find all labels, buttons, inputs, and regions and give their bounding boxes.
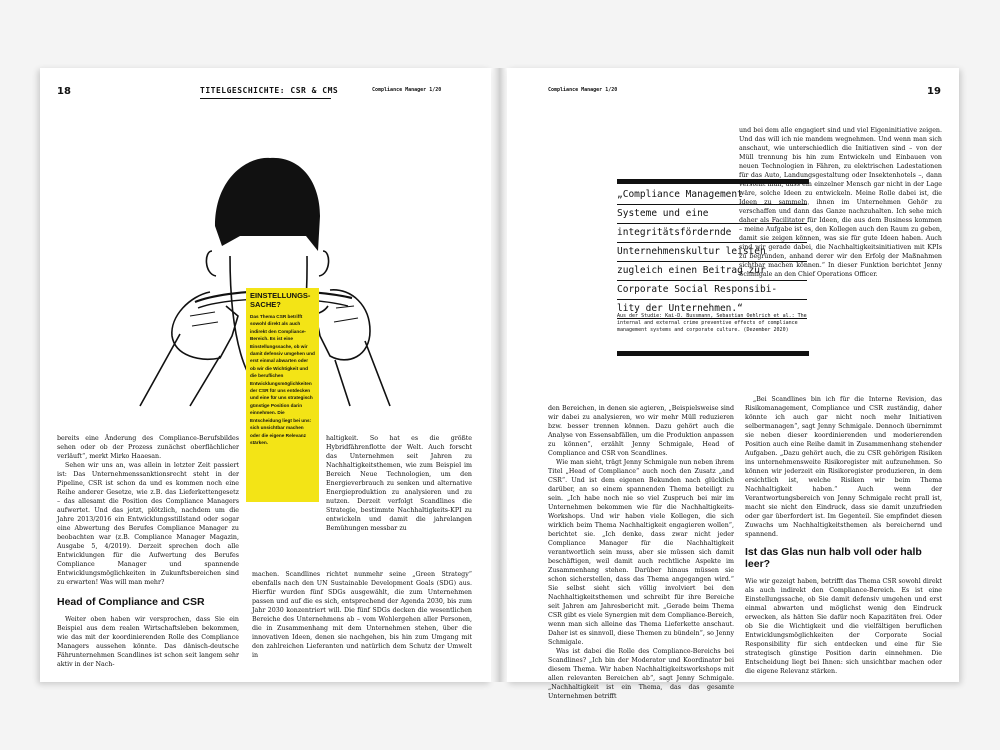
quote-source: Aus der Studie: Kai-D. Bussmann, Sebastian Oehlrich et al.: The internal and external crime preventive effects of compliance management systems and corporate culture. (Dezember 2020)	[617, 313, 807, 333]
right-column-2	[745, 395, 942, 679]
sidebar-box	[246, 288, 319, 502]
magazine-tag-right: Compliance Manager 1/20	[548, 87, 618, 93]
left-column-3	[252, 570, 472, 678]
paragraph: Sehen wir uns an, was allein in letzter Zeit passiert ist: Das Unternehmenssanktionsrecht steht in der Pipeline, CSR ist schon da und es kommen noch eine Reihe anderer Gesetze, wie z.B. das Lieferkettengesetz – das allesamt die Position des Compliance Managers aufwertet. Und das jetzt, plötzlich, nachdem um die Jahre 2013/2016 ein Entwicklungsstillstand oder sogar eine Abwertung des Berufes Compliance Manager zu beobachten war (z.B. Compliance Manager Magazin, Ausgabe 5, 4/2019). Derzeit sprechen doch alle Entwicklungen für die Aufwertung des Berufes Compliance Manager und spannende Entwicklungsmöglichkeiten in Zukunftsbereichen sind zu erwarten! Was will man mehr?	[57, 462, 239, 586]
paragraph: Was ist dabei die Rolle des Compliance-Bereichs bei Scandlines? „Ich bin der Moderator und Koordinator bei diesem Thema. Wir haben Nachhaltigkeitsworkshops mit allen relevanten Bereichen ab“, sagt Jenny Schmigale. „Nachhaltigkeit ist ein Thema, das das gesamte Unternehmen betrifft	[548, 648, 734, 700]
left-column-2	[326, 434, 472, 570]
paragraph: Wie wir gezeigt haben, betrifft das Thema CSR sowohl direkt als auch indirekt den Compliance-Bereich. Es ist eine Einstellungssache, ob Sie damit defensiv umgehen und erst einmal abwarten und möglichst wenig den Eindruck erwecken, als hätten Sie dafür noch Kapazitäten frei. Oder ob Sie die Wichtigkeit und die vielfältigen beruflichen Entwicklungsmöglichkeiten der Corporate Social Responsibility für sich entdecken und eine für Sie strategisch günstige Position darin einnehmen. Die Entscheidung liegt bei Ihnen: sich unsichtbar machen oder die eigene Relevanz stärken.	[745, 578, 942, 675]
quote-line: Corporate Social Responsibi-	[617, 281, 807, 300]
right-page	[507, 68, 959, 700]
paragraph: machen. Scandlines richtet nunmehr seine „Green Strategy“ ebenfalls nach den UN Sustainable Development Goals (SDG) aus. Hierfür wurden fünf SDGs ausgewählt, die zum Unternehmen passen und auf die es sich, entsprechend der Agenda 2030, bis zum Jahr 2030 konzentriert will. Die fünf SDGs decken die wesentlichen Bereiche des Unternehmens ab – vom Wohlergehen aller Personen, die in Zusammenhang mit dem Unternehmen stehen, über die innovativen Ideen, denen sie nachgehen, bis hin zum Umgang mit den zahlreichen Lieferanten und natürlich dem Schutz der Umwelt in	[252, 571, 472, 659]
page-number-right: 19	[927, 86, 941, 97]
quote-line: integritätsfördernde	[617, 224, 807, 243]
paragraph: „Bei Scandlines bin ich für die Interne Revision, das Risikomanagement, Compliance und CSR zuständig, daher könnte ich auch gar nicht noch mehr Initiativen selbermanagen“, sagt Jenny Schmigale. Dennoch übernimmt sie neben dieser koordinierenden und moderierenden Position auch eine Reihe damit in Zusammenhang stehender Aufgaben. „Dazu gehört auch, die zu CSR gehörigen Risiken ins unternehmensweite Risikoregister mit aufzunehmen. So können wir jederzeit ein Risikoregister produzieren, in dem ersichtlich ist, welche Risiken wir beim Thema Nachhaltigkeit haben.“ Auch wenn der Verantwortungsbereich von Jenny Schmigale recht prall ist, macht sie nicht den Eindruck, dass sie damit unzufrieden oder gar überfordert ist. Im Gegenteil. Sie empfindet diesen Zuwachs um Nachhaltigkeitsthemen als bereichernd und spannend.	[745, 396, 942, 538]
paragraph: haltigkeit. So hat es die größte Hybridfährenflotte der Welt. Auch forscht das Unternehmen seit Jahren zu Nachhaltigkeitsthemen, wie zum Beispiel im Bereich Neue Technologien, um den Energieverbrauch zu senken und alternative Energieproduktion zu analysieren und zu nutzen. Derzeit verfolgt Scandlines die Strategie, bestimmte Nachhaltigkeits-KPI zu entwickeln und damit die jahrelangen Bemühungen messbar zu	[326, 435, 472, 532]
quote-line: Systeme und eine	[617, 205, 807, 224]
right-column-1	[548, 404, 734, 700]
quote-line: „Compliance Management	[617, 186, 807, 205]
left-column-1	[57, 434, 239, 678]
spine-gutter	[491, 68, 507, 682]
section-heading: Head of Compliance and CSR	[57, 596, 205, 608]
quote-line: zugleich einen Beitrag zur	[617, 262, 807, 281]
paragraph: und bei dem alle engagiert sind und viel Eigeninitiative zeigen. Und das will ich nie mandem wegnehmen. Und wenn man sich anschaut, wie unterschiedlich die Initiativen sind – von der Müll trennung bis hin zum Entwickeln und Einbauen von neuen Technologien in Fähren, zu elektrischen Ladestationen für das Auto, Landungsgestaltung oder Insektenhotels –, dann versteht man, dass ein einzelner Mensch gar nicht in der Lage wäre, solche Ideen zu entwickeln. Meine Rolle dabei ist, die Ideen zu sammeln, ihnen im Unternehmen Gehör zu verschaffen und dann das Ganze nachzuhalten. Ich sehe mich daher als Facilitator für Ideen, die aus dem Business kommen – meine Aufgabe ist es, den Kollegen auch den Raum zu geben, damit sie zeigen können, was sie für gute Ideen haben. Auch sind wir gerade dabei, die Nachhaltigkeitsinitiativen mit KPIs zu begründen, anhand derer wir den Erfolg der Maßnahmen sichtbar machen können.“ In dieser Funktion berichtet Jenny Schmigale an den Chief Operations Officer.	[739, 127, 942, 278]
sidebar-title: EINSTELLUNGS-SACHE?	[250, 291, 311, 309]
left-page	[40, 68, 491, 682]
quote-line: Unternehmenskultur leisten	[617, 243, 807, 262]
header-rule	[200, 98, 331, 99]
sidebar-body: Das Thema CSR betrifft sowohl direkt als auch indirekt den Compliance-Bereich. Es ist eine Einstellungssache, ob wir damit defensiv umgehen und erst einmal abwarten oder ob wir die Wichtigkeit und die beruflichen Entwicklungsmöglichkeiten der CSR für uns entdecken und eine für uns strategisch günstige Position darin einnehmen. Die Entscheidung liegt bei uns: sich unsichtbar machen oder die eigene Relevanz stärken.	[250, 314, 315, 445]
quote-line: lity der Unternehmen.“	[617, 300, 807, 319]
section-heading: Ist das Glas nun halb voll oder halb leer?	[745, 546, 922, 570]
paragraph: den Bereichen, in denen sie agieren, „Beispielsweise sind wir dabei zu analysieren, wo wir mehr Müll reduzieren bzw. besser trennen können. Dazu gehört auch die Analyse von Essensabfällen, um die Produktion anpassen zu können“, erzählt Jenny Schmigale, Head of Compliance and CSR von Scandlines.	[548, 405, 734, 457]
right-column-top	[739, 126, 942, 396]
page-number-left: 18	[57, 86, 71, 97]
running-header: TITELGESCHICHTE: CSR & CMS	[200, 86, 339, 95]
paragraph: Weiter oben haben wir versprochen, dass Sie ein Beispiel aus dem realen Wirtschaftsleben bekommen, wie das mit der koordinierenden Rolle des Compliance Managers aussehen könnte. Das dänisch-deutsche Fährunternehmen Scandlines ist schon seit langem sehr aktiv in der Nach-	[57, 616, 239, 668]
paragraph: Wie man sieht, trägt Jenny Schmigale nun neben ihrem Titel „Head of Compliance“ auch noch den Zusatz „and CSR“. Und ist dem eigenen Bekunden nach glücklich darüber, an so einem spannenden Thema beteiligt zu sein. „Ich habe noch nie so viel Zuspruch bei mir im Unternehmen bekommen wie für die Nachhaltigkeits-Workshops. Und wir haben viele Kollegen, die sich wirklich beim Thema Nachhaltigkeit engagieren wollen“, berichtet sie. „Ich denke, dass zwar nicht jeder Compliance Manager für die Nachhaltigkeit verantwortlich sein muss, aber sie müssen sich damit beschäftigen, weil damit auch rechtliche Aspekte im Zusammenhang stehen. Darüber hinaus müssen sie schon sicherstellen, dass das Thema angegangen wird.“ Sie selbst sieht sich völlig involviert bei den Nachhaltigkeitsthemen und schreibt für ihre Bereiche seit Jahren am Jahresbericht mit. „Gerade beim Thema CSR gibt es viele Synergien mit dem Compliance-Bereich, wenn man sich alleine das Thema Lieferkette anschaut. Daher ist es sinnvoll, diese Themen zu bündeln“, so Jenny Schmigale.	[548, 459, 734, 646]
paragraph: bereits eine Änderung des Compliance-Berufsbildes sehen oder ob der Prozess zunächst oberflächlicher verläuft“, merkt Mirko Haaesan.	[57, 435, 239, 460]
magazine-tag-left: Compliance Manager 1/20	[372, 87, 442, 93]
